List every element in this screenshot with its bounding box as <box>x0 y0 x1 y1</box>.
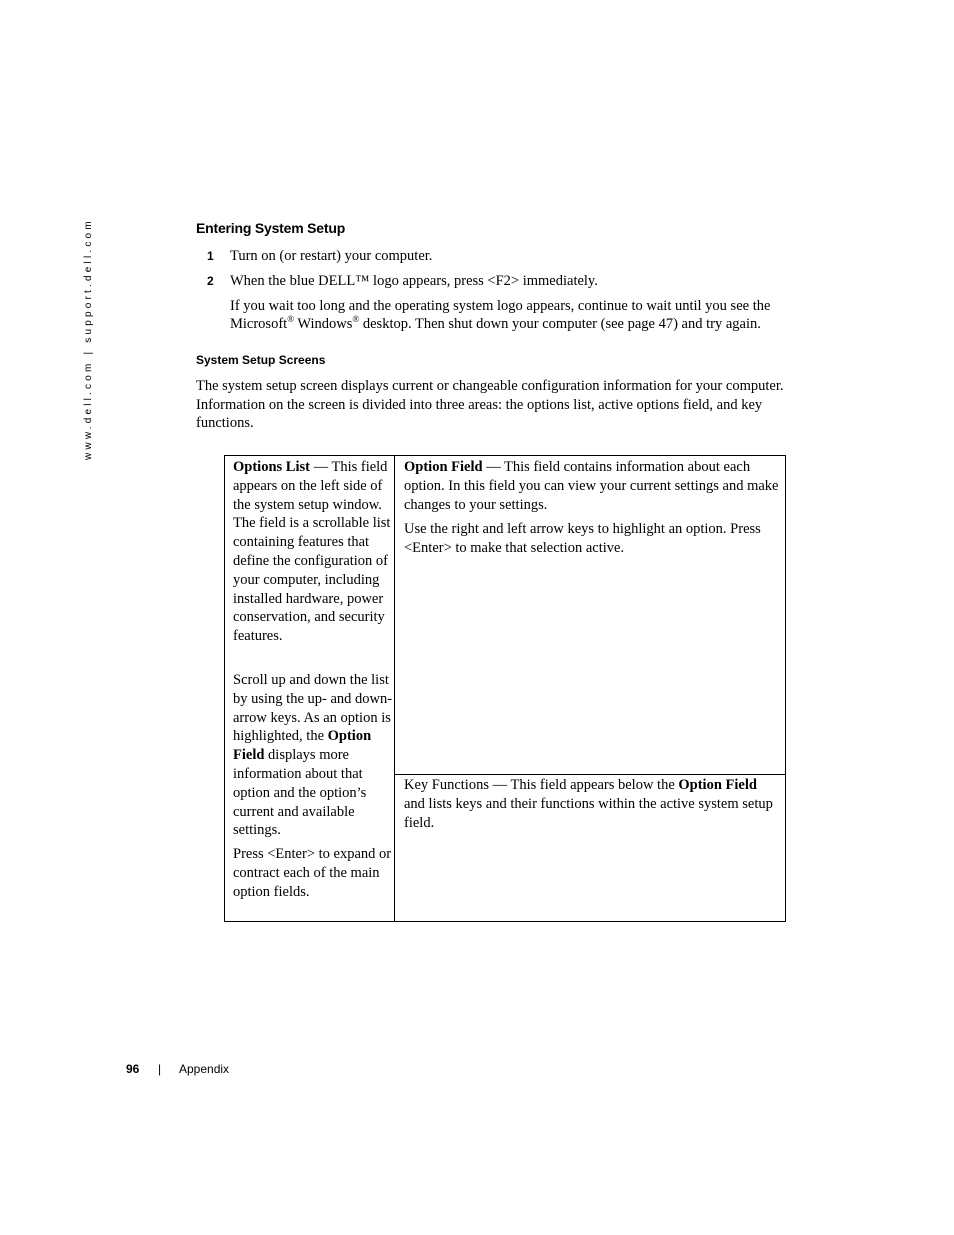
registered-mark: ® <box>287 314 295 325</box>
step-text: Turn on (or restart) your computer. <box>230 248 433 264</box>
footer-separator: | <box>158 1062 162 1076</box>
options-list-desc: Options List — This field appears on the left side of the system setup window. The field is a scrollable list containing features that define the configuration of your computer, including installed hardware, power conservation, and security features. <box>233 459 391 645</box>
intro-paragraph: The system setup screen displays current or changeable configuration information for your computer. Information on the screen is divided into three areas: the options list, active options field, and key functions. <box>196 378 784 431</box>
step-number: 2 <box>207 274 214 288</box>
page-number: 96 <box>126 1062 140 1076</box>
options-list-enter: Press <Enter> to expand or contract each of the main option fields. <box>233 846 392 900</box>
key-functions-cell <box>395 775 785 921</box>
section-heading: Entering System Setup <box>196 220 346 236</box>
step-note: If you wait too long and the operating system logo appears, continue to wait until you see the Microsoft® Windows® desktop. Then shut down your computer (see page 47) and try again. <box>230 298 771 332</box>
footer-section-name: Appendix <box>179 1062 230 1076</box>
system-setup-table <box>224 455 786 922</box>
option-field-desc: Option Field — This field contains information about each option. In this field you can view your current settings and make changes to your settings. <box>404 459 779 513</box>
key-functions-desc: Key Functions — This field appears below the Option Field and lists keys and their functions within the active system setup field. <box>404 777 773 831</box>
step-number: 1 <box>207 249 214 263</box>
options-list-cell <box>225 456 395 921</box>
subsection-heading: System Setup Screens <box>196 353 326 367</box>
option-field-cell <box>395 456 785 775</box>
step-text: When the blue DELL™ logo appears, press <F2> immediately. <box>230 273 598 289</box>
sidebar-url: www.dell.com | support.dell.com <box>83 218 94 460</box>
options-list-scroll: Scroll up and down the list by using the up- and down- arrow keys. As an option is highlighted, the Option Field displays more information about that option and the option’s current and available settings. <box>233 671 393 839</box>
option-field-usage: Use the right and left arrow keys to highlight an option. Press <Enter> to make that selection active. <box>404 521 761 557</box>
registered-mark: ® <box>352 314 360 325</box>
